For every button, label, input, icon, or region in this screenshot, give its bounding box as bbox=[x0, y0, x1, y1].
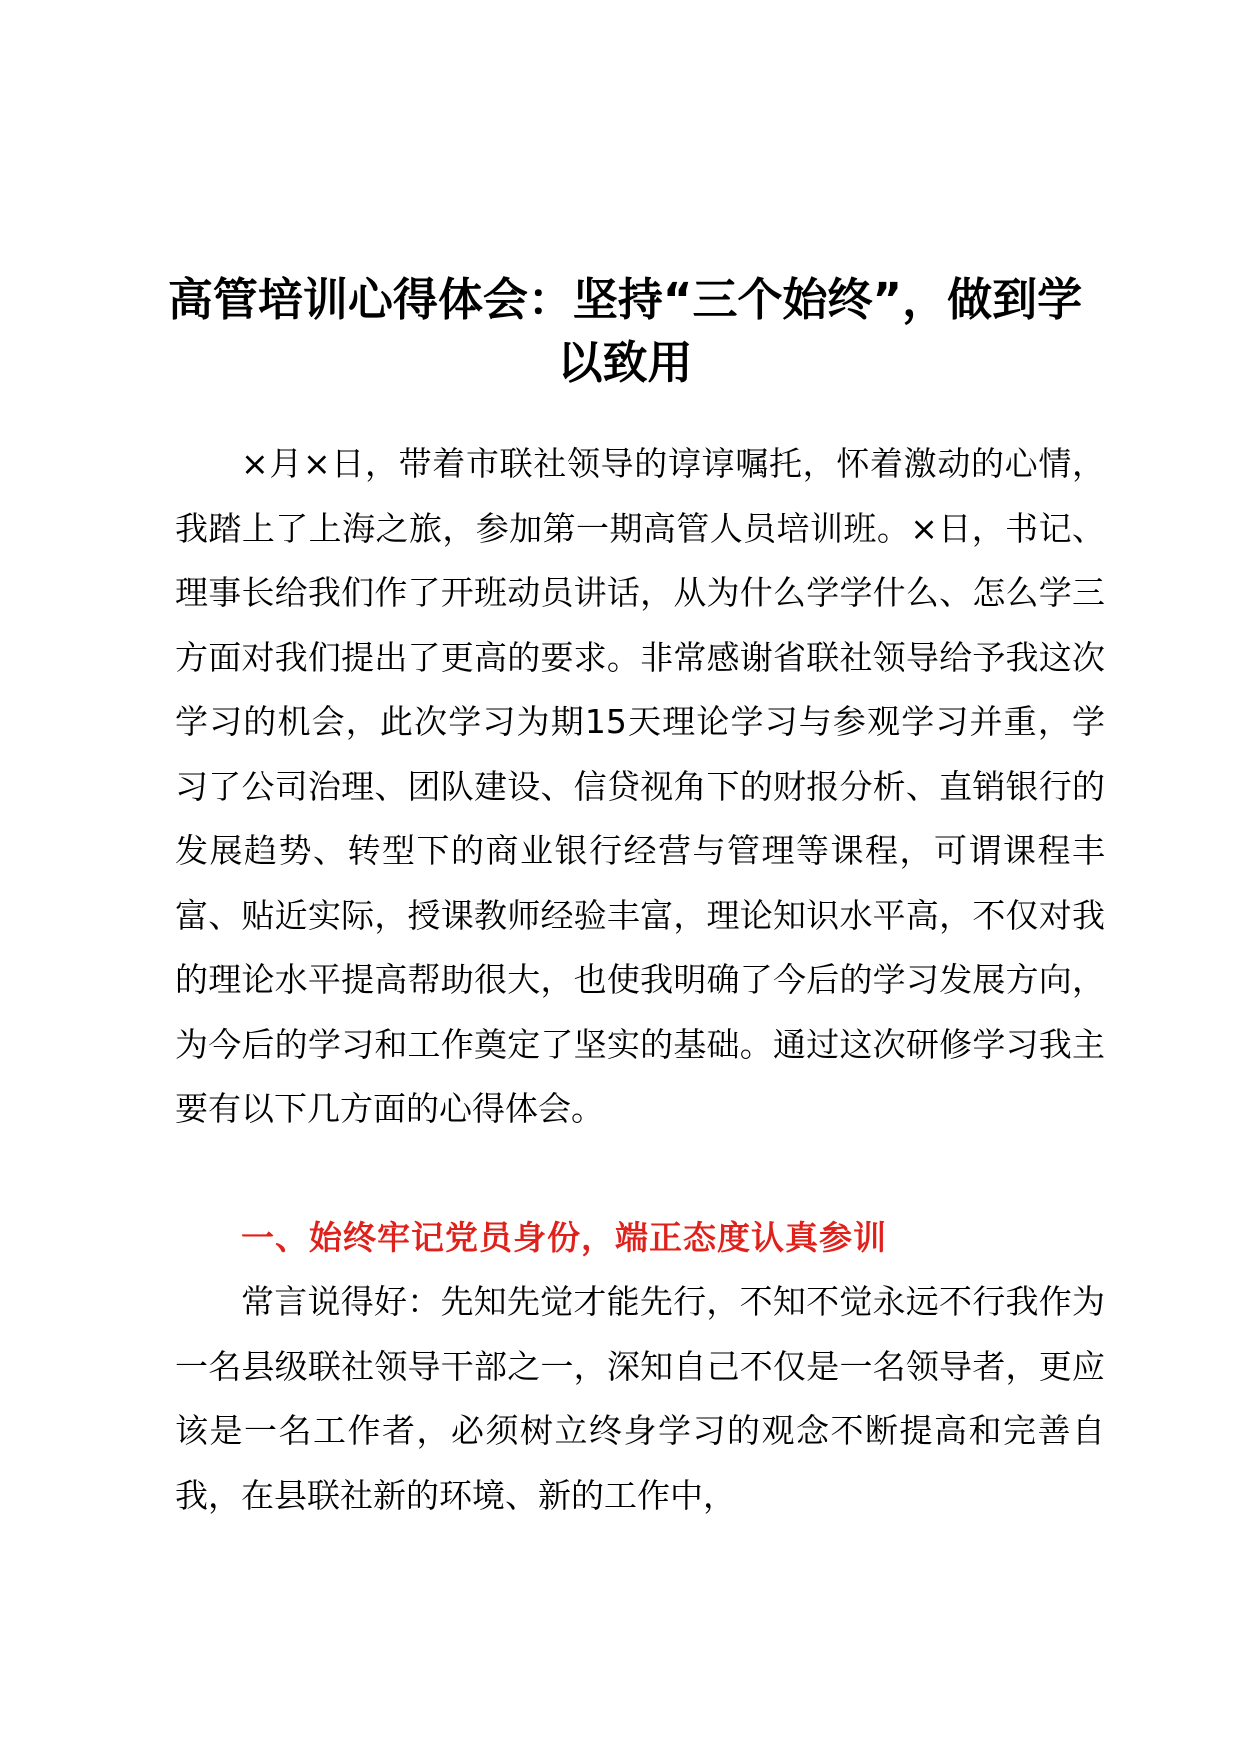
body-paragraph: ×月×日，带着市联社领导的谆谆嘱托，怀着激动的心情，我踏上了上海之旅，参加第一期高管人员培训班。×日，书记、理事长给我们作了开班动员讲话，从为什么学学什么、怎么学三方面对我们提出了更高的要求。非常感谢省联社领导给予我这次学习的机会，此次学习为期15天理论学习与参观学习并重，学习了公司治理、团队建设、信贷视角下的财报分析、直销银行的发展趋势、转型下的商业银行经营与管理等课程，可谓课程丰富、贴近实际，授课教师经验丰富，理论知识水平高，不仅对我的理论水平提高帮助很大，也使我明确了今后的学习发展方向，为今后的学习和工作奠定了坚实的基础。通过这次研修学习我主要有以下几方面的心得体会。 bbox=[175, 444, 1105, 1128]
body-paragraph: 常言说得好：先知先觉才能先行，不知不觉永远不行我作为一名县级联社领导干部之一，深知自己不仅是一名领导者，更应该是一名工作者，必须树立终身学习的观念不断提高和完善自我，在县联社新的环境、新的工作中， bbox=[175, 1282, 1105, 1515]
section-heading: 一、始终牢记党员身份，端正态度认真参训 bbox=[241, 1218, 887, 1257]
document-title: 高管培训心得体会：坚持“三个始终”，做到学以致用 bbox=[167, 273, 1083, 389]
